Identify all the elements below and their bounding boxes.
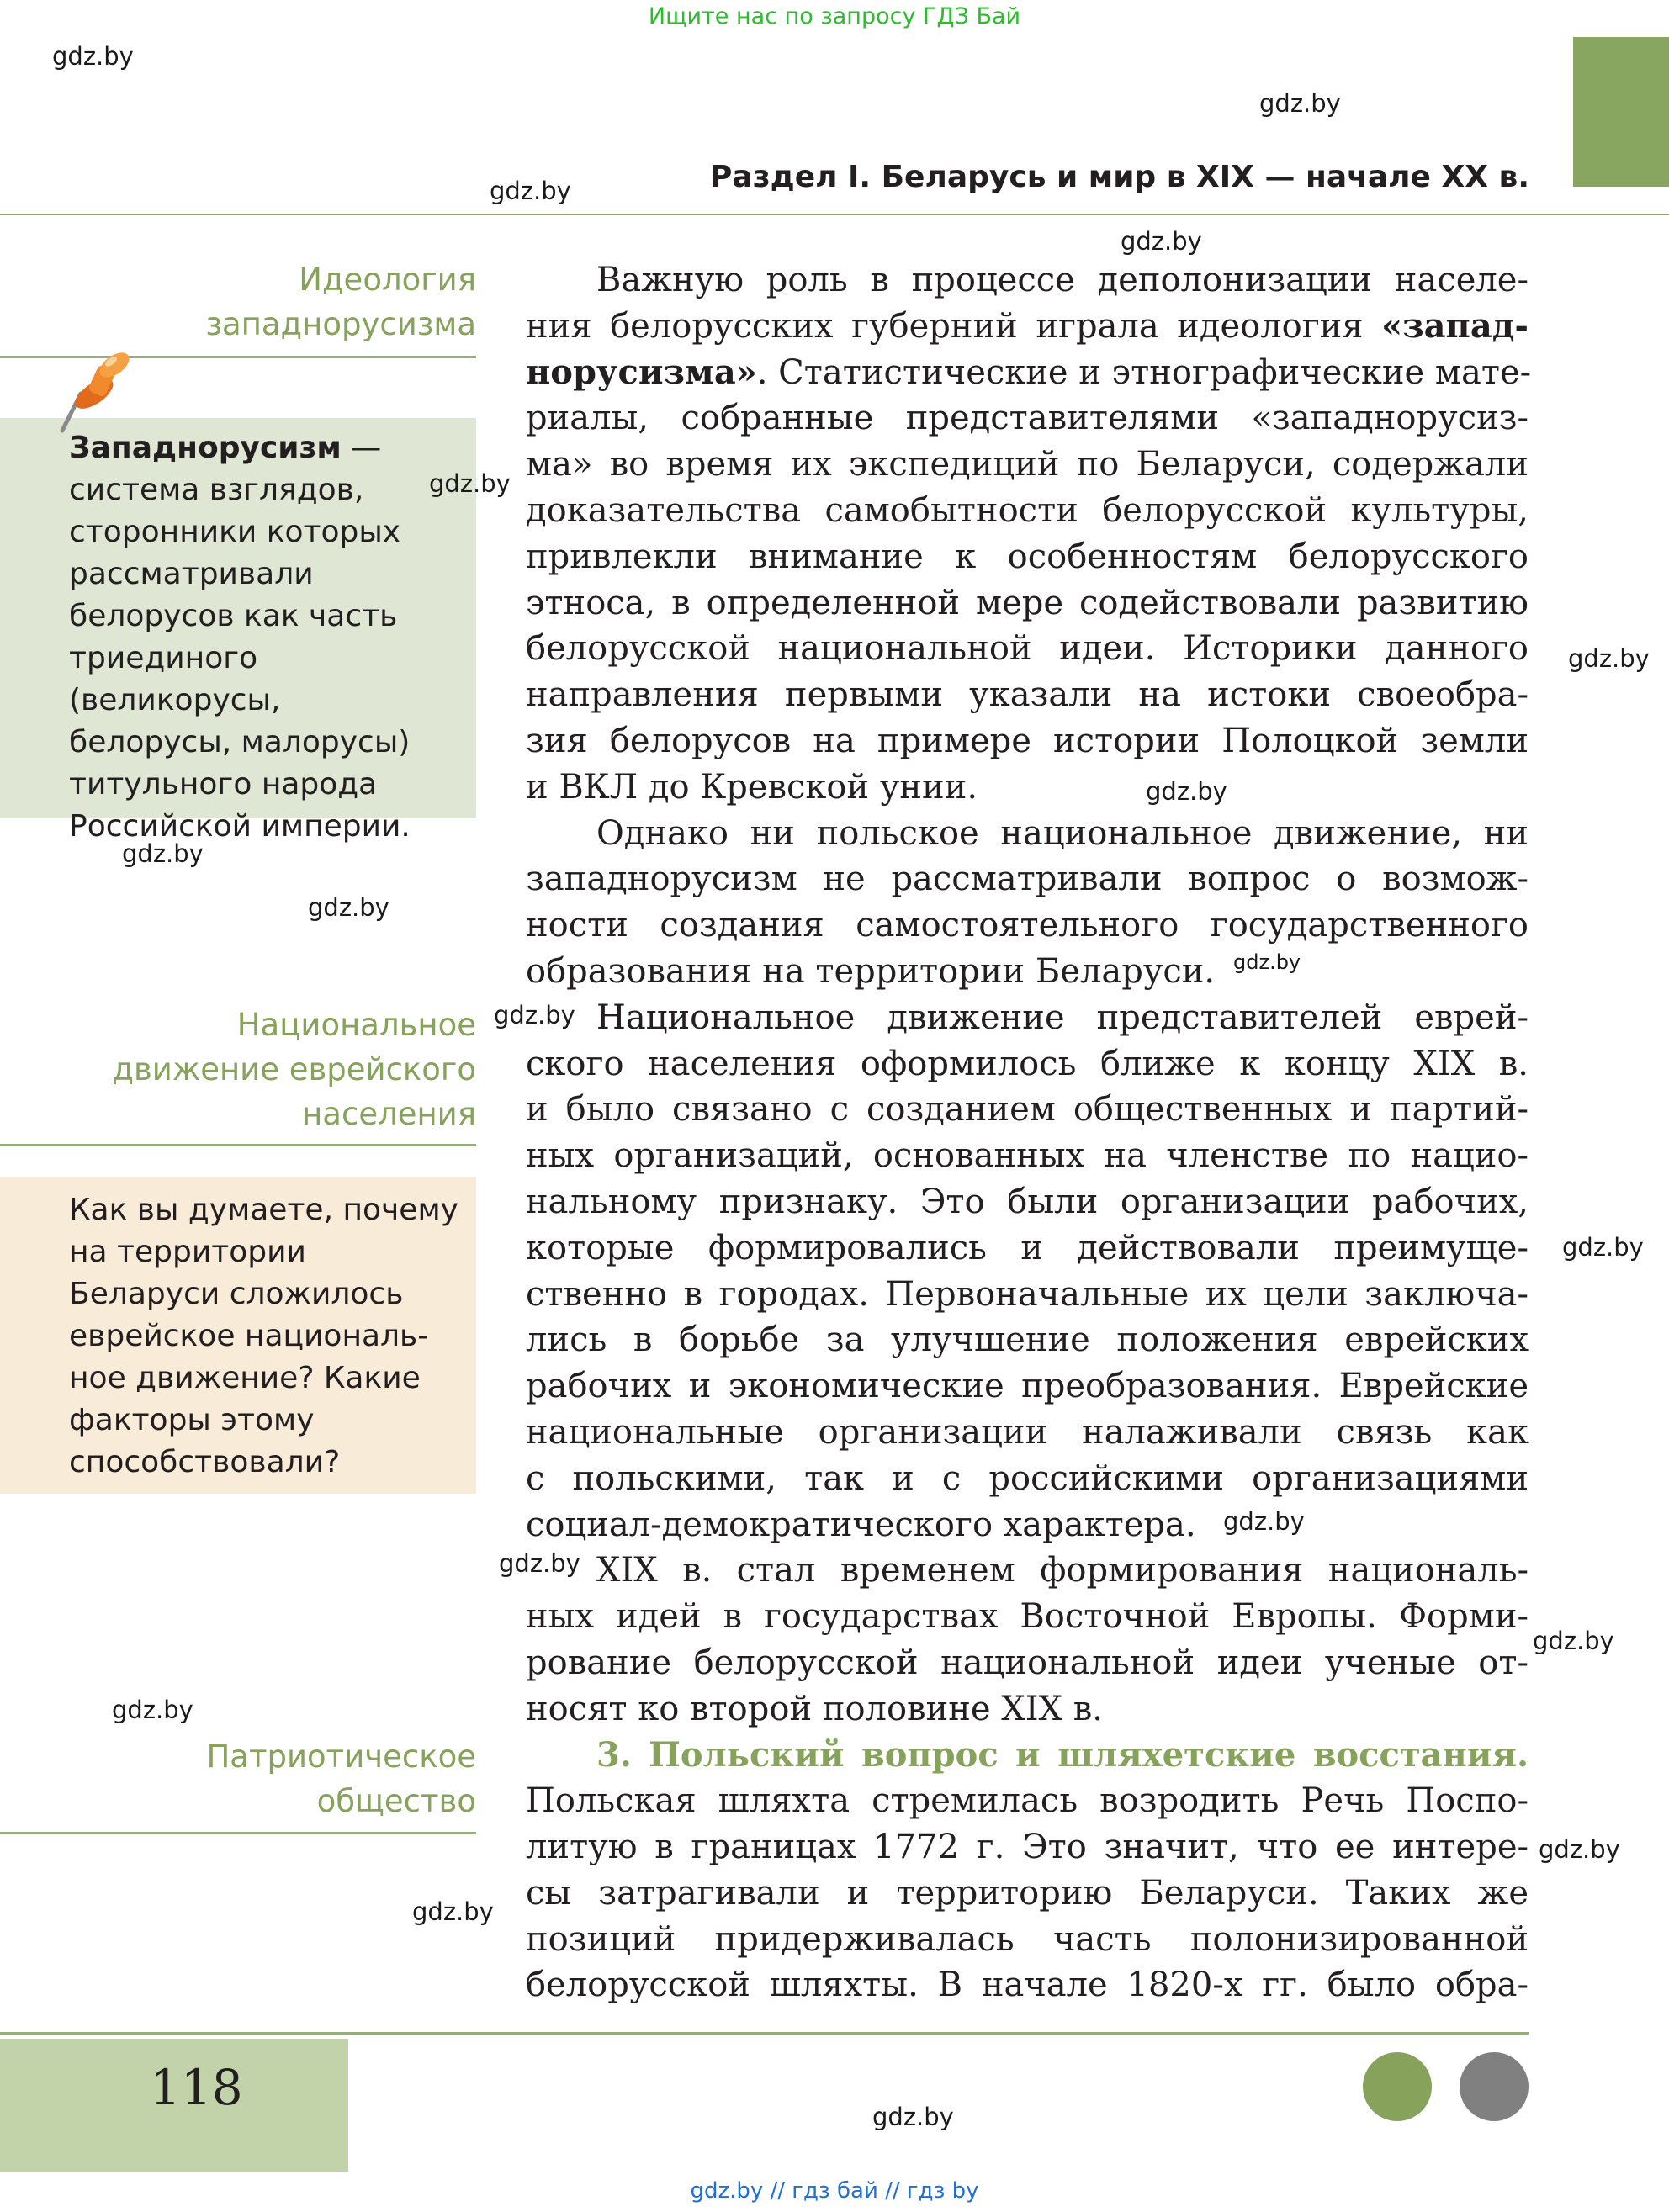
text-line: ния белорусских губерний играла идеология «запад- bbox=[526, 305, 1529, 346]
text-line: позиций придерживалась часть полонизированной bbox=[526, 1919, 1529, 1959]
text-line: этноса, в определенной мере содействовали развитию bbox=[526, 583, 1529, 622]
question-line: ное движение? Какие bbox=[69, 1361, 421, 1395]
watermark: gdz.by bbox=[1562, 1233, 1644, 1262]
text-line: с польскими, так и с российскими организациями bbox=[526, 1458, 1529, 1498]
text-line: нальному признаку. Это были организации рабочих, bbox=[526, 1182, 1529, 1221]
watermark: gdz.by bbox=[499, 1549, 580, 1578]
text-line: национальные организации налаживали связь как bbox=[526, 1412, 1529, 1452]
text-line: образования на территории Беларуси. bbox=[526, 951, 1216, 991]
text-line: носят ко второй половине XIX в. bbox=[526, 1689, 1103, 1728]
text-line: социал-демократического характера. bbox=[526, 1505, 1196, 1544]
watermark: gdz.by bbox=[1121, 227, 1202, 256]
text-line: направления первыми указали на истоки своеобра- bbox=[526, 675, 1529, 715]
definition-line: триединого (великорусы, bbox=[69, 641, 281, 717]
definition-line: белорусы, малорусы) bbox=[69, 725, 411, 759]
heading-line: Идеология bbox=[299, 262, 476, 298]
text-line: норусизма». Статистические и этнографические мате- bbox=[526, 352, 1532, 392]
question-line: еврейское националь- bbox=[69, 1319, 429, 1353]
sidebar-heading-westrusism bbox=[205, 257, 476, 347]
question-line: Беларуси сложилось bbox=[69, 1277, 404, 1311]
section3-heading: 3. Польский вопрос и шляхетские восстания. bbox=[596, 1734, 1529, 1775]
text-line: белорусской национальной идеи. Историки данного bbox=[526, 629, 1529, 669]
question-text bbox=[69, 1189, 464, 1484]
text-line: ных организаций, основанных на членстве по нацио- bbox=[526, 1136, 1529, 1176]
watermark: gdz.by bbox=[1539, 1835, 1620, 1864]
pushpin-icon bbox=[45, 347, 138, 439]
text-line: рование белорусской национальной идеи ученые от- bbox=[526, 1643, 1529, 1682]
watermark: gdz.by bbox=[412, 1897, 494, 1926]
watermark: gdz.by bbox=[490, 177, 571, 205]
question-line: способствовали? bbox=[69, 1445, 341, 1479]
text-line: лись в борьбе за улучшение положения еврейских bbox=[526, 1320, 1529, 1360]
text-line: риалы, собранные представителями «западнорусиз- bbox=[526, 399, 1529, 438]
chapter-tab bbox=[1573, 37, 1669, 187]
sidebar-rule bbox=[0, 1144, 476, 1146]
text-line: привлекли внимание к особенностям белорусского bbox=[526, 537, 1529, 576]
definition-text bbox=[69, 427, 464, 848]
definition-line: титульного народа bbox=[69, 767, 378, 802]
heading-line: населения bbox=[302, 1096, 476, 1132]
heading-line: общество bbox=[316, 1783, 476, 1819]
question-line: факторы этому bbox=[69, 1403, 315, 1437]
text-line: и было связано с созданием общественных и партий- bbox=[526, 1090, 1529, 1130]
watermark: gdz.by bbox=[1568, 644, 1650, 673]
watermark: gdz.by bbox=[1223, 1507, 1305, 1536]
sidebar-rule bbox=[0, 1832, 476, 1834]
watermark: gdz.by bbox=[1259, 89, 1341, 118]
text-line: литую в границах 1772 г. Это значит, что ее интере- bbox=[526, 1828, 1529, 1867]
watermark: gdz.by bbox=[122, 839, 204, 868]
text-line: западнорусизм не рассматривали вопрос о возмож- bbox=[526, 860, 1529, 899]
gray-circle-decoration bbox=[1460, 2052, 1529, 2121]
green-circle-decoration bbox=[1363, 2052, 1432, 2121]
watermark: gdz.by bbox=[308, 893, 389, 922]
heading-line: движение еврейского bbox=[112, 1051, 476, 1087]
page-number: 118 bbox=[150, 2059, 243, 2116]
main-text bbox=[526, 257, 1532, 2008]
section-header: Раздел I. Беларусь и мир в XIX — начале XX в. bbox=[710, 160, 1529, 194]
header-rule bbox=[0, 214, 1669, 215]
sidebar-heading-patriotic-society bbox=[206, 1734, 476, 1823]
footer-rule bbox=[0, 2032, 1529, 2035]
text-line: сы затрагивали и территорию Беларуси. Таких же bbox=[526, 1873, 1529, 1913]
watermark: gdz.by bbox=[1233, 950, 1301, 974]
footer-links[interactable]: gdz.by // гдз бай // гдз by bbox=[690, 2178, 979, 2204]
watermark: gdz.by bbox=[494, 1001, 575, 1029]
text-line: Национальное движение представителей еврей- bbox=[596, 998, 1529, 1037]
watermark: gdz.by bbox=[1146, 777, 1227, 806]
text-line: Польская шляхта стремилась возродить Речь Поспо- bbox=[526, 1781, 1529, 1821]
question-line: на территории bbox=[69, 1235, 306, 1269]
definition-line: сторонники которых bbox=[69, 515, 401, 549]
definition-term: Западнорусизм bbox=[69, 431, 342, 465]
text-line: ности создания самостоятельного государственного bbox=[526, 906, 1529, 945]
question-line: Как вы думаете, почему bbox=[69, 1193, 458, 1227]
definition-line: рассматривали bbox=[69, 557, 314, 591]
definition-line: белорусов как часть bbox=[69, 599, 398, 633]
watermark: gdz.by bbox=[112, 1696, 193, 1724]
heading-line: Национальное bbox=[236, 1007, 476, 1043]
heading-line: западнорусизма bbox=[205, 306, 476, 342]
text-line: XIX в. стал временем формирования националь- bbox=[596, 1551, 1529, 1590]
text-line: и ВКЛ до Кревской унии. bbox=[526, 767, 978, 807]
watermark: gdz.by bbox=[429, 469, 511, 498]
definition-line: система взглядов, bbox=[69, 473, 364, 507]
text-line: доказательства самобытности белорусской культуры, bbox=[526, 490, 1529, 530]
heading-line: Патриотическое bbox=[206, 1738, 476, 1775]
text-line: белорусской шляхты. В начале 1820-х гг. было обра- bbox=[526, 1966, 1529, 2005]
top-banner: Ищите нас по запросу ГДЗ Бай bbox=[648, 3, 1021, 29]
watermark: gdz.by bbox=[52, 42, 134, 71]
text-line: рабочих и экономические преобразования. Еврейские bbox=[526, 1367, 1529, 1406]
text-line: ма» во время их экспедиций по Беларуси, содержали bbox=[526, 445, 1529, 484]
watermark: gdz.by bbox=[872, 2103, 954, 2131]
text-line: Однако ни польское национальное движение, ни bbox=[596, 813, 1529, 853]
text-line: зия белорусов на примере истории Полоцкой земли bbox=[526, 721, 1529, 760]
definition-dash: — bbox=[341, 431, 382, 465]
definition-line: Российской империи. bbox=[69, 809, 411, 844]
text-line: Важную роль в процессе деполонизации населе- bbox=[596, 261, 1529, 299]
text-line: ственно в городах. Первоначальные их цели заключа- bbox=[526, 1274, 1529, 1314]
watermark: gdz.by bbox=[1533, 1627, 1614, 1655]
sidebar-heading-jewish-movement bbox=[112, 1003, 476, 1136]
text-line: которые формировались и действовали преимуще- bbox=[526, 1228, 1529, 1267]
text-line: ского населения оформилось ближе к концу XIX в. bbox=[526, 1044, 1529, 1083]
text-line: ных идей в государствах Восточной Европы. Форми- bbox=[526, 1597, 1529, 1637]
